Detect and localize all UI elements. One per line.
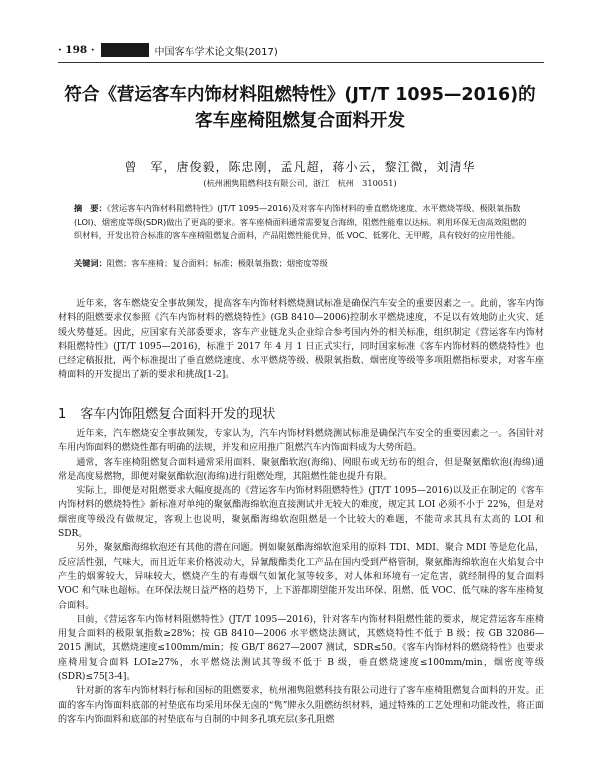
introduction bbox=[58, 297, 544, 383]
paper-title-line1: 符合《营运客车内饰材料阻燃特性》(JT/T 1095—2016)的 bbox=[64, 85, 536, 105]
running-header bbox=[58, 40, 548, 60]
section-paragraph: 近年来，汽车燃烧安全事故频发，专家认为，汽车内饰材料燃烧测试标准是确保汽车安全的重要因素之一。各国针对车用内饰面料的燃烧性都有明确的法规，并发和应用推广阻燃汽车内饰面料成为大势所趋。 bbox=[58, 429, 544, 454]
header-bar-decoration bbox=[101, 43, 149, 57]
section-title: 客车内饰阻燃复合面料开发的现状 bbox=[80, 407, 276, 422]
paper-title bbox=[60, 82, 540, 134]
keywords-text: 阻燃；客车座椅；复合面料；标准；极限氧指数；烟密度等级 bbox=[106, 258, 328, 268]
abstract bbox=[74, 202, 528, 243]
header-rule bbox=[58, 62, 544, 63]
page-number: · 198 · bbox=[58, 44, 95, 56]
abstract-text: 《营运客车内饰材料阻燃特性》(JT/T 1095—2016)及对客车内饰材料的垂直燃烧速度、水平燃烧等级、极限氧指数(LOI)、烟密度等级(SDR)做出了更高的要求。客车座椅面料通常需要复合海绵，阻燃性能难以达标。利用环保无卤高效阻燃的织材料，开发出符合标准的客车座椅阻燃复合面料，产品阻燃性能优异，低 VOC、低雾化、无甲醛，具有较好的应用性能。 bbox=[74, 203, 527, 240]
paper-title-line2: 客车座椅阻燃复合面料开发 bbox=[195, 111, 405, 131]
section-body bbox=[58, 427, 544, 727]
keywords bbox=[74, 257, 528, 269]
intro-paragraph: 近年来，客车燃烧安全事故频发，提高客车内饰材料燃烧测试标准是确保汽车安全的重要因素之一。此前，客车内饰材料的阻燃要求仅参照《汽车内饰材料的燃烧特性》(GB 8410—2006)控制水平燃烧速度，不足以有效地防止火灾、延缓火势蔓延。因此，应国家有关部委要求，客车产业链龙头企业综合参考国内外的相关标准，组织制定《营运客车内饰材料阻燃特性》(JT/T 1095—2016)，标准于 2017 年 4 月 1 日正式实行，同时国家标准《客车内饰材料的燃烧特性》也已经定稿报批，两个标准提出了垂直燃烧速度、水平燃烧等级、极限氧指数、烟密度等级等多项阻燃指标要求，对客车座椅面料的开发提出了新的要求和挑战[1-2]。 bbox=[58, 299, 544, 381]
affiliation: (杭州湘隽阻燃科技有限公司，浙江 杭州 310051) bbox=[203, 178, 397, 188]
section-paragraph: 针对新的客车内饰材料行标和国标的阻燃要求，杭州湘隽阻燃科技有限公司进行了客车座椅阻燃复合面料的开发。正面的客车内饰面料底部的衬垫底布均采用环保无卤的“隽”牌永久阻燃纺织材料，通过特殊的工艺处理和功能改性，将正面的客车内饰面料和底部的衬垫底布与自制的中间多孔填充层(多孔阻燃 bbox=[58, 686, 544, 725]
keywords-label: 关键词： bbox=[74, 258, 107, 268]
section-paragraph: 另外，聚氨酯海绵软泡还有其他的潜在问题。例如聚氨酯海绵软泡采用的原料 TDI、MDI、聚合 MDI 等是危化品，反应活性强，气味大，而且近年来价格波动大，异氰酸酯类化工产品在国内受到严格管制，聚氨酯海绵软泡在火焰复合中产生的烟雾较大，异味较大，燃烧产生的有毒烟气如氰化氢等较多，对人体和环境有一定危害，就经制得的复合面料 VOC 和气味也超标。在环保法规日益严格的趋势下，上下游都期望能开发出环保、阻燃、低 VOC、低气味的客车座椅复合面料。 bbox=[58, 543, 544, 611]
journal-name: 中国客车学术论文集(2017) bbox=[154, 46, 278, 58]
section-paragraph: 实际上，即便是对阻燃要求大幅度提高的《营运客车内饰材料阻燃特性》(JT/T 1095—2016)以及正在制定的《客车内饰材料的燃烧特性》新标准对单纯的聚氨酯海绵软泡直接测试并无较大的难度，规定其 LOI 必须不小于 22%，但是对烟密度等级没有做规定，客观上也说明，聚氨酯海绵软泡阻燃是一个比较大的难题，不能苛求其具有太高的 LOI 和 SDR。 bbox=[58, 486, 544, 540]
author-list: 曾 军，唐俊毅，陈忠刚，孟凡超，蒋小云，黎江微，刘清华 bbox=[124, 160, 476, 174]
abstract-label: 摘 要： bbox=[74, 203, 107, 213]
section-paragraph: 目前，《营运客车内饰材料阻燃特性》(JT/T 1095—2016)，针对客车内饰材料阻燃性能的要求，规定营运客车座椅用复合面料的极限氧指数≥28%；按 GB 8410—2006 水平燃烧法测试，其燃烧特性不低于 B 级；按 GB 32086—2015 测试，其燃烧速度≤100mm/min；按 GB/T 8627—2007 测试，SDR≤50。《客车内饰材料的燃烧特性》也要求座椅用复合面料 LOI≥27%，水平燃烧法测试其等级不低于 B 级，垂直燃烧速度≤100mm/min，烟密度等级(SDR)≤75[3-4]。 bbox=[58, 614, 544, 683]
section-number: 1 bbox=[58, 407, 67, 422]
section-heading bbox=[58, 403, 544, 422]
section-paragraph: 通常，客车座椅阻燃复合面料通常采用面料、聚氨酯软泡(海绵)、网眼布或无纺布的组合，但是聚氨酯软泡(海绵)通常是高度易燃物，即便对聚氨酯软泡(海绵)进行阻燃处理，其阻燃性能也提升有限。 bbox=[58, 457, 544, 482]
